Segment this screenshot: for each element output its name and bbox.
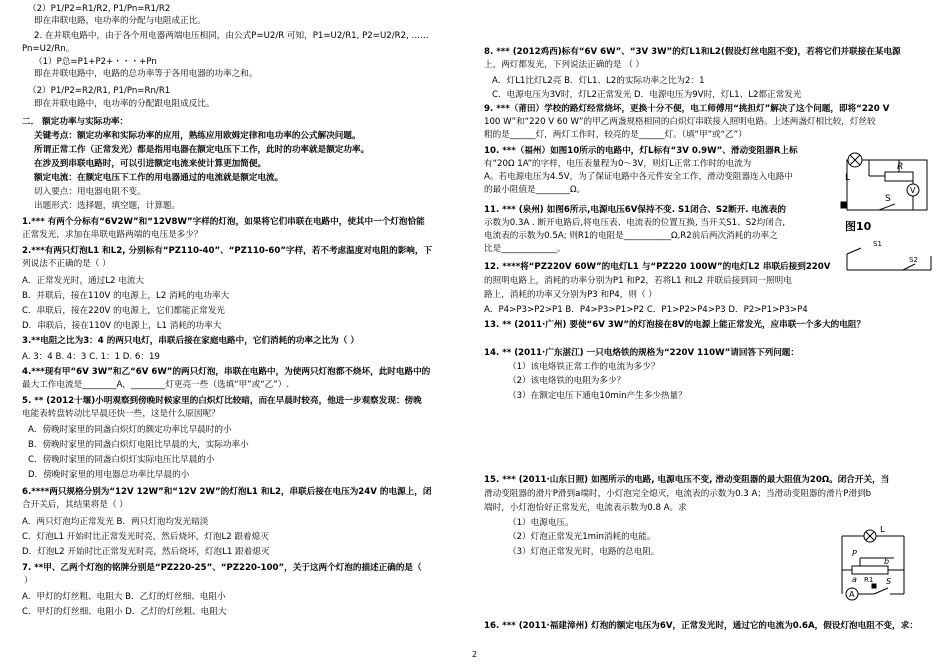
left-text-line: C．甲灯的灯丝细、电阻小 D．乙灯的灯丝粗、电阻大 xyxy=(22,607,227,617)
left-text-line: B．傍晚时家里的同盏白炽灯电阻比早晨的大，实际功率小 xyxy=(28,440,249,450)
end-b-label: b xyxy=(884,557,890,566)
left-text-line: C．灯泡L1 开始时比正常发光时亮，然后烧坏，灯泡L2 跟着熄灭 xyxy=(22,532,269,542)
switch-label: S xyxy=(885,194,891,204)
left-text-line: 2. 在并联电路中，由于各个用电器两端电压相同，由公式P=U2/R 可知，P1=U2/R1, P2=U2/R2, …… xyxy=(34,31,429,41)
left-text-line: 正常发光，求加在串联电路两端的电压是多少？ xyxy=(22,230,203,240)
left-text-line: （2）P1/P2=R2/R1, P1/Pn=Rn/R1 xyxy=(28,86,171,96)
right-text-line: （3）在额定电压下通电10min产生多少热量？ xyxy=(508,391,687,401)
right-text-line: 滑动变阻器的滑片P滑到a端时，小灯泡完全熄灭，电流表的示数为0.3 A；当滑动变阻器的滑片P滑到b xyxy=(484,489,872,499)
right-text-line: A。若电源电压为4.5V，为了保证电路中各元件安全工作，滑动变阻器连入电路中 xyxy=(484,172,794,182)
left-text-line: 2.***有两只灯泡L1 和L2, 分别标有“PZ110-40”、“PZ110-60”字样，若不考虑温度对电阻的影响，下 xyxy=(22,246,433,256)
right-text-line: 端时，小灯泡恰好正常发光，电流表示数为0.8 A。求 xyxy=(484,503,687,513)
right-text-line: 路上，消耗的功率又分别为P3 和P4，则（ ） xyxy=(484,290,657,300)
right-text-line: 100 W”和“220 V 60 W”的甲乙两盏规格相同的白炽灯串联接入照明电路。上述两盏灯相比较，灯丝较 xyxy=(484,117,876,127)
right-text-line: 粗的是______灯，两灯工作时，较亮的是______灯。（填“甲”或“乙”） xyxy=(484,130,747,140)
right-text-line: 9. ***（莆田）学校的路灯经常烧坏，更换十分不便，电工师傅用“挑担灯”解决了这个问题，即将“220 V xyxy=(484,104,890,114)
right-text-line: 12. ****将“PZ220V 60W”的电灯L1 与“PZ220 100W”的电灯L2 串联后接到220V xyxy=(484,262,831,272)
left-text-line: C．傍晚时家里的同盏白炽灯实际电压比早晨的小 xyxy=(28,455,215,465)
left-text-line: 3.**电阻之比为3：4 的两只电灯，串联后接在家庭电路中，它们消耗的功率之比为（ ） xyxy=(22,336,359,346)
left-text-line: 列说法不正确的是（ ） xyxy=(22,259,111,269)
right-text-line: C．电源电压为3V时，灯L2正常发光 D．电源电压为9V时，灯L1、L2都正常发光 xyxy=(492,90,802,100)
figure-15-circuit xyxy=(834,526,932,608)
right-text-line: A．P4>P3>P2>P1 B．P4>P3>P1>P2 C．P1>P2>P4>P3 D．P2>P1>P3>P4 xyxy=(484,305,808,315)
left-text-line: D．傍晚时家里的用电器总功率比早晨的小 xyxy=(28,470,190,480)
right-text-line: （2）该电烙铁的电阻为多少？ xyxy=(508,376,626,386)
left-text-line: 所谓正常工作（正常发光）都是指用电器在额定电压下工作，此时的功率就是额定功率。 xyxy=(34,145,370,155)
figure-10-caption: 图10 xyxy=(845,220,872,233)
left-text-line: 4.***现有甲“6V 3W”和乙“6V 6W”的两只灯泡，串联在电路中，为使两只灯泡都不烧坏，此时电路中的 xyxy=(22,367,431,377)
left-text-line: 切入要点：用电器电阻不变。 xyxy=(34,187,146,197)
right-text-line: 上，两灯都发光，下列说法正确的是 （ ） xyxy=(484,60,645,70)
voltmeter-label: V xyxy=(910,186,916,195)
right-text-line: 15. *** (2011·山东日照) 如图所示的电路, 电源电压不变, 滑动变阻器的最大阻值为20Ω。闭合开关，当 xyxy=(484,475,890,485)
left-text-line: 出题形式：选择题，填空题，计算题。 xyxy=(34,201,181,211)
left-text-line: C．串联后，接在220V 的电源上，它们都能正常发光 xyxy=(22,306,225,316)
right-text-line: 电流表的示数为0.5A; 则R1的电阻是___________Ω,R2前后两次消耗的功率之 xyxy=(484,231,778,241)
right-text-line: 的照明电路上，消耗的功率分别为P1 和P2，若将L1 和L2 并联后接到同一照明电 xyxy=(484,276,792,286)
right-text-line: 11. *** (泉州) 如图6所示,电源电压6V保持不变. S1闭合、S2断开. 电流表的 xyxy=(484,205,786,215)
switch-s2-label: S2 xyxy=(909,256,918,264)
left-text-line: ） xyxy=(24,576,33,586)
left-text-line: 在涉及到串联电路时，可以引进额定电流来使计算更加简便。 xyxy=(34,159,267,169)
right-text-line: （1）该电烙铁正常工作的电流为多少？ xyxy=(508,362,660,372)
left-text-line: A．两只灯泡均正常发光 B．两只灯泡均发光暗淡 xyxy=(22,517,209,527)
left-text-line: 额定电流：在额定电压下工作的用电器通过的电流就是额定电流。 xyxy=(34,173,284,183)
left-text-line: 6.****两只规格分别为“12V 12W”和“12V 2W”的灯泡L1 和L2，串联后接在电压为24V 的电源上，闭 xyxy=(22,487,432,497)
right-text-line: A．灯L1比灯L2亮 B．灯L1、L2的实际功率之比为2：1 xyxy=(492,76,705,86)
left-text-line: A. 3：4 B. 4：3 C. 1：1 D. 6：19 xyxy=(22,352,160,362)
left-text-line: Pn=U2/Rn。 xyxy=(22,44,75,54)
left-text-line: 二． 额定功率与实际功率： xyxy=(22,117,129,127)
right-text-line: 14. ** (2011·广东湛江) 一只电烙铁的规格为“220V 110W”请回答下列问题： xyxy=(484,348,799,358)
left-text-line: A．甲灯的灯丝粗、电阻大 B．乙灯的灯丝细、电阻小 xyxy=(22,592,226,602)
right-text-line: （2）灯泡正常发光1min消耗的电能。 xyxy=(508,532,656,542)
left-text-line: 关键考点：额定功率和实际功率的应用，熟练应用欧姆定律和电功率的公式解决问题。 xyxy=(34,131,361,141)
right-text-line: 13. ** (2011·广州) 要使“6V 3W”的灯泡接在8V的电源上能正常发光，应串联一个多大的电阻？ xyxy=(484,320,866,330)
left-text-line: 合开关后，其结果将是（ ） xyxy=(22,500,128,510)
right-text-line: （1）电源电压。 xyxy=(508,518,574,528)
left-text-line: 最大工作电流是________A，________灯更亮一些（选填“甲”或“乙”）. xyxy=(22,380,290,390)
switch-s1-label: S1 xyxy=(873,240,882,248)
end-a-label: a xyxy=(852,575,857,584)
right-text-line: （3）灯泡正常发光时，电路的总电阻。 xyxy=(508,547,660,557)
page-number: 2 xyxy=(472,650,478,659)
right-text-line: 的最小阻值是________Ω。 xyxy=(484,185,586,195)
left-text-line: 即在并联电路中，电功率的分配跟电阻成反比。 xyxy=(34,99,215,109)
figure-6-circuit xyxy=(843,236,935,272)
left-text-line: 电能表转盘转动比早晨还快一些，这是什么原因呢？ xyxy=(22,409,220,419)
switch-ps-label: S xyxy=(886,577,892,586)
left-text-line: （1）P总=P1+P2+・・・+Pn xyxy=(34,57,157,67)
left-text-line: D．灯泡L2 开始时比正常发光时亮，然后烧坏，灯泡L1 跟着熄灭 xyxy=(22,547,270,557)
figure-10-circuit xyxy=(839,150,931,248)
left-text-line: 7. **甲、乙两个灯泡的铭牌分别是“PZ220-25”、“PZ220-100”，关于这两个灯泡的描述正确的是（ xyxy=(22,563,422,573)
left-text-line: B．并联后，接在110V 的电源上，L2 消耗的电功率大 xyxy=(22,291,230,301)
left-text-line: （2）P1/P2=R1/R2, P1/Pn=R1/R2 xyxy=(28,4,171,14)
left-text-line: A．正常发光时，通过L2 电流大 xyxy=(22,276,144,286)
rheostat-label: R xyxy=(897,162,904,172)
right-text-line: 16. *** (2011·福建漳州) 灯泡的额定电压为6V，正常发光时，通过它的电流为0.6A，假设灯泡电阻不变，求： xyxy=(484,621,918,631)
resistor-r1-label: R1 xyxy=(864,576,874,584)
left-text-line: D．串联后，接在110V 的电源上，L1 消耗的功率大 xyxy=(22,321,222,331)
left-text-line: 1.*** 有两个分标有“6V2W”和“12V8W”字样的灯泡，如果将它们串联在电路中，使其中一个灯泡恰能 xyxy=(22,217,425,227)
left-text-line: 即在串联电路，电功率的分配与电阻成正比。 xyxy=(34,16,206,26)
left-text-line: 即在并联电路中，电路的总功率等于各用电器的功率之和。 xyxy=(34,69,258,79)
slider-p-label: P xyxy=(852,549,857,558)
right-text-line: 示数为0.3A . 断开电路后,将电压表、电流表的位置互换, 当开关S1、S2均闭合, xyxy=(484,218,786,228)
right-text-line: 10. ***（福州）如图10所示的电路中，灯L标有“3V 0.9W”、滑动变阻器R上标 xyxy=(484,146,798,156)
right-text-line: 有“20Ω 1A”的字样，电压表量程为0～3V，则灯L正常工作时的电流为 xyxy=(484,159,752,169)
ammeter-label: A xyxy=(849,590,855,599)
right-text-line: 比是_____________。 xyxy=(484,244,566,254)
lamp-label: L xyxy=(845,173,851,183)
right-text-line: 8. *** (2012鸡西)标有“6V 6W”、“3V 3W”的灯L1和L2(假设灯丝电阻不变)，若将它们并联接在某电源 xyxy=(484,47,901,57)
lamp-label-l: L xyxy=(880,526,886,535)
left-text-line: A．傍晚时家里的同盏白炽灯的额定功率比早晨时的小 xyxy=(28,425,232,435)
left-text-line: 5. ** (2012十堰)小明观察到傍晚时候家里的白炽灯比较暗，而在早晨时较亮，他进一步观察发现：傍晚 xyxy=(22,396,422,406)
